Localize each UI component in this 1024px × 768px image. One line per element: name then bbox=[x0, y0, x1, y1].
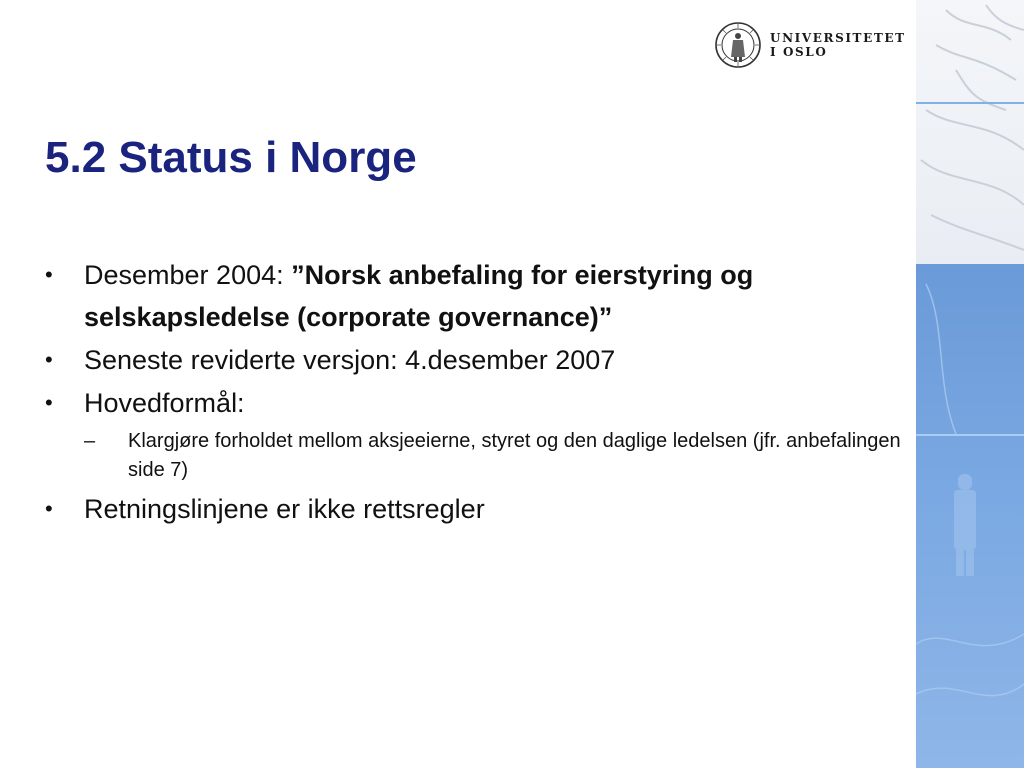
strip-blue-panel bbox=[916, 264, 1024, 768]
bullet-list bbox=[45, 254, 905, 530]
bullet-prefix: Desember 2004: bbox=[84, 260, 292, 290]
bullet-marker: • bbox=[45, 262, 53, 287]
strip-sculpture-panel bbox=[916, 0, 1024, 264]
bullet-text: Hovedformål: bbox=[84, 388, 245, 418]
bullet-text: Retningslinjene er ikke rettsregler bbox=[84, 494, 485, 524]
strip-divider-line bbox=[916, 102, 1024, 104]
bullet-marker: • bbox=[45, 347, 53, 372]
sub-bullet-marker: – bbox=[84, 430, 96, 452]
bullet-marker: • bbox=[45, 390, 53, 415]
sub-bullet-text: Klargjøre forholdet mellom aksjeeierne, styret og den daglige ledelsen (jfr. anbefalingen side 7) bbox=[128, 430, 901, 481]
decorative-side-strip bbox=[916, 0, 1024, 768]
slide-title: 5.2 Status i Norge bbox=[45, 133, 417, 182]
bullet-item bbox=[45, 254, 905, 338]
bullet-emphasis: ”Norsk anbefaling for eierstyring og selskapsledelse (corporate governance)” bbox=[84, 260, 754, 332]
bullet-item bbox=[45, 339, 905, 381]
university-logo bbox=[714, 21, 906, 69]
bullet-marker: • bbox=[45, 496, 53, 521]
logo-wordmark bbox=[770, 31, 906, 59]
logo-line-1: UNIVERSITETET bbox=[770, 31, 906, 45]
sculpture-sketch-graphic bbox=[916, 0, 1024, 264]
bullet-item bbox=[45, 488, 905, 530]
logo-line-2: I OSLO bbox=[770, 45, 828, 59]
bullet-text: Seneste reviderte versjon: 4.desember 2007 bbox=[84, 345, 616, 375]
sub-bullet-item bbox=[84, 427, 905, 485]
statue-silhouette-graphic bbox=[916, 264, 1024, 768]
bullet-item bbox=[45, 382, 905, 424]
strip-divider-line bbox=[916, 434, 1024, 436]
university-seal-icon bbox=[714, 21, 762, 69]
